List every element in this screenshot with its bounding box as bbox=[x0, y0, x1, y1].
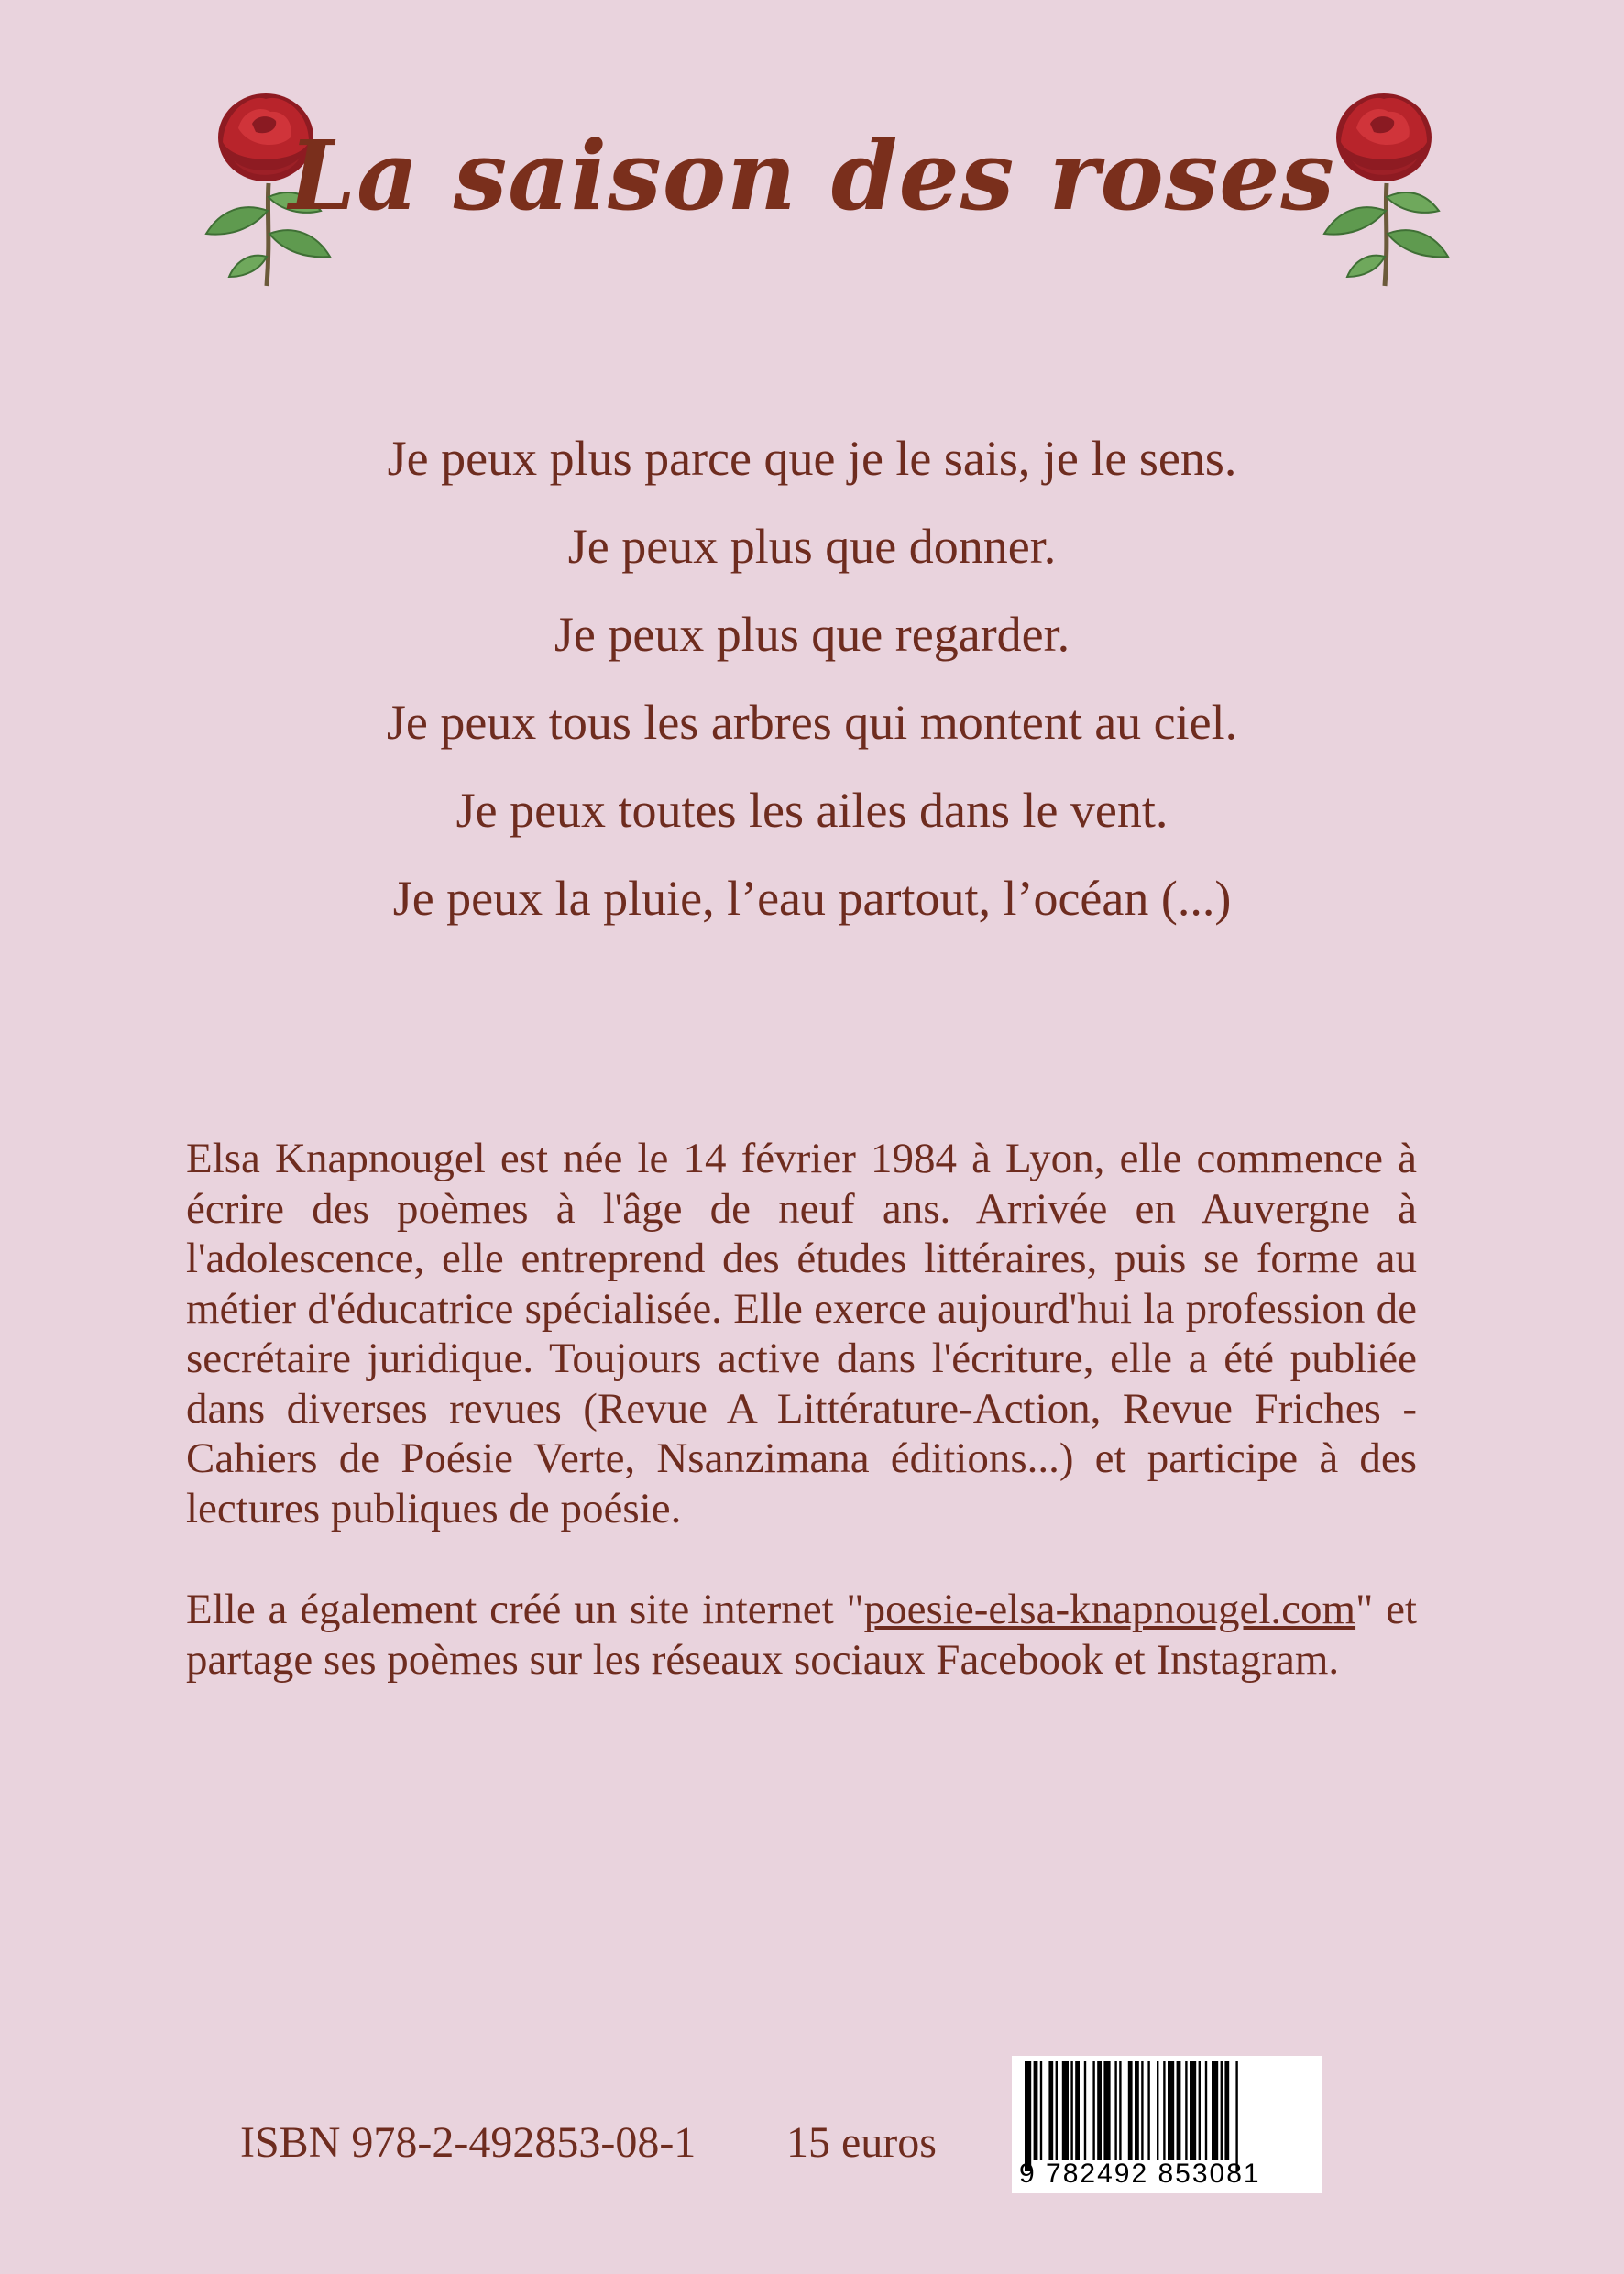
poem-line: Je peux la pluie, l’eau partout, l’océan (...) bbox=[392, 871, 1232, 926]
poem-line: Je peux plus que regarder. bbox=[554, 607, 1070, 662]
website-link[interactable]: poesie-elsa-knapnougel.com bbox=[863, 1586, 1356, 1633]
bio-text: Elle a également créé un site internet " bbox=[186, 1586, 864, 1633]
poem-line: Je peux plus que donner. bbox=[567, 519, 1057, 574]
author-bio bbox=[186, 1134, 1417, 1685]
bio-text: " et partage ses poèmes sur les réseaux sociaux Facebook et Instagram. bbox=[186, 1586, 1417, 1684]
poem-line: Je peux plus parce que je le sais, je le sens. bbox=[387, 431, 1237, 486]
book-title: La saison des roses bbox=[289, 119, 1335, 232]
barcode-digits: 9 782492 853081 bbox=[1019, 2159, 1261, 2189]
isbn-label: ISBN 978-2-492853-08-1 bbox=[240, 2118, 697, 2167]
poem-line: Je peux toutes les ailes dans le vent. bbox=[455, 783, 1169, 838]
bio-paragraph: Elsa Knapnougel est née le 14 février 1984 à Lyon, elle commence à écrire des poèmes à l'âge de neuf ans. Arrivée en Auvergne à l'adolescence, elle entreprend des études littéraires, puis se forme au métier d'éducatrice spécialisée. Elle exerce aujourd'hui la profession de secrétaire juridique. Toujours active dans l'écriture, elle a été publiée dans diverses revues (Revue A Littérature-Action, Revue Friches - Cahiers de Poésie Verte, Nsanzimana éditions...) et participe à des lectures publiques de poésie. bbox=[186, 1135, 1417, 1532]
poem-excerpt bbox=[0, 431, 1624, 959]
barcode bbox=[1012, 2056, 1322, 2193]
price-label: 15 euros bbox=[786, 2118, 937, 2167]
poem-line: Je peux tous les arbres qui montent au ciel. bbox=[386, 695, 1238, 750]
bio-paragraph-website bbox=[186, 1585, 1417, 1685]
